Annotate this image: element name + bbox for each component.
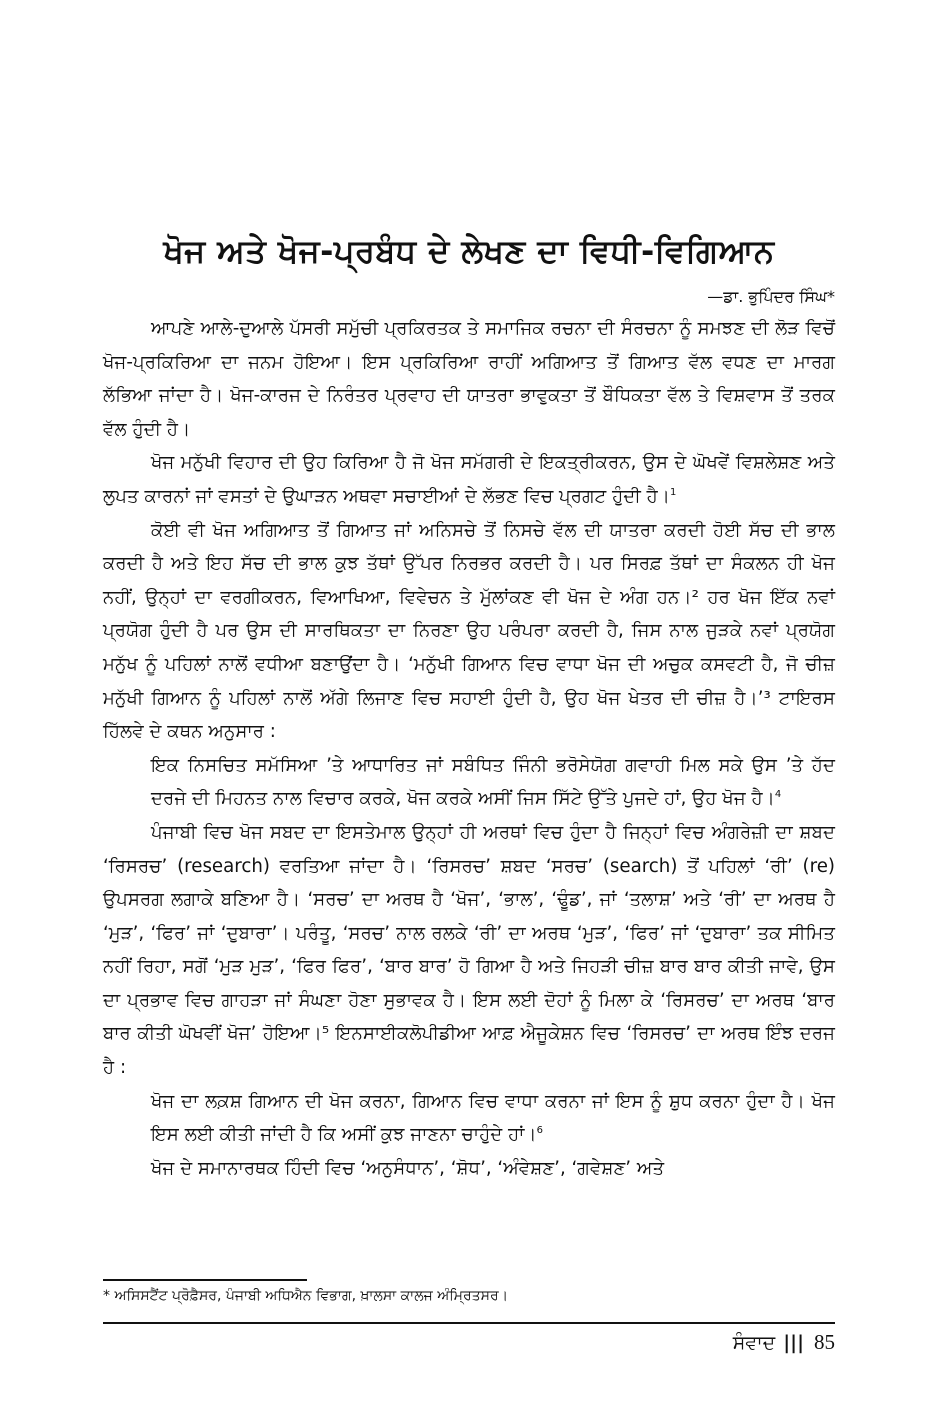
footer-divider [103,1322,835,1324]
paragraph-3: ਕੋਈ ਵੀ ਖੋਜ ਅਗਿਆਤ ਤੋਂ ਗਿਆਤ ਜਾਂ ਅਨਿਸਚੇ ਤੋਂ ਨਿਸਚੇ ਵੱਲ ਦੀ ਯਾਤਰਾ ਕਰਦੀ ਹੋਈ ਸੱਚ ਦੀ ਭਾਲ ਕਰਦੀ ਹੈ ਅਤੇ ਇਹ ਸੱਚ ਦੀ ਭਾਲ ਕੁਝ ਤੱਥਾਂ ਉੱਪਰ ਨਿਰਭਰ ਕਰਦੀ ਹੈ। ਪਰ ਸਿਰਫ਼ ਤੱਥਾਂ ਦਾ ਸੰਕਲਨ ਹੀ ਖੋਜ ਨਹੀਂ, ਉਨ੍ਹਾਂ ਦਾ ਵਰਗੀਕਰਨ, ਵਿਆਖਿਆ, ਵਿਵੇਚਨ ਤੇ ਮੁੱਲਾਂਕਣ ਵੀ ਖੋਜ ਦੇ ਅੰਗ ਹਨ।² ਹਰ ਖੋਜ ਇੱਕ ਨਵਾਂ ਪ੍ਰਯੋਗ ਹੁੰਦੀ ਹੈ ਪਰ ਉਸ ਦੀ ਸਾਰਥਿਕਤਾ ਦਾ ਨਿਰਣਾ ਉਹ ਪਰੰਪਰਾ ਕਰਦੀ ਹੈ, ਜਿਸ ਨਾਲ ਜੁੜਕੇ ਨਵਾਂ ਪ੍ਰਯੋਗ ਮਨੁੱਖ ਨੂੰ ਪਹਿਲਾਂ ਨਾਲੋਂ ਵਧੀਆ ਬਣਾਉਂਦਾ ਹੈ। ‘ਮਨੁੱਖੀ ਗਿਆਨ ਵਿਚ ਵਾਧਾ ਖੋਜ ਦੀ ਅਚੁਕ ਕਸਵਟੀ ਹੈ, ਜੋ ਚੀਜ਼ ਮਨੁੱਖੀ ਗਿਆਨ ਨੂੰ ਪਹਿਲਾਂ ਨਾਲੋਂ ਅੱਗੇ ਲਿਜਾਣ ਵਿਚ ਸਹਾਈ ਹੁੰਦੀ ਹੈ, ਉਹ ਖੋਜ ਖੇਤਰ ਦੀ ਚੀਜ਼ ਹੈ।’³ ਟਾਇਰਸ ਹਿੱਲਵੇ ਦੇ ਕਥਨ ਅਨੁਸਾਰ : [103,519,835,743]
page-number: 85 [814,1330,835,1354]
paragraph-1: ਆਪਣੇ ਆਲੇ-ਦੁਆਲੇ ਪੱਸਰੀ ਸਮੁੱਚੀ ਪ੍ਰਕਿਰਤਕ ਤੇ ਸਮਾਜਿਕ ਰਚਨਾ ਦੀ ਸੰਰਚਨਾ ਨੂੰ ਸਮਝਣ ਦੀ ਲੋੜ ਵਿਚੋਂ ਖੋਜ-ਪ੍ਰਕਿਰਿਆ ਦਾ ਜਨਮ ਹੋਇਆ। ਇਸ ਪ੍ਰਕਿਰਿਆ ਰਾਹੀਂ ਅਗਿਆਤ ਤੋਂ ਗਿਆਤ ਵੱਲ ਵਧਣ ਦਾ ਮਾਰਗ ਲੱਭਿਆ ਜਾਂਦਾ ਹੈ। ਖੋਜ-ਕਾਰਜ ਦੇ ਨਿਰੰਤਰ ਪ੍ਰਵਾਹ ਦੀ ਯਾਤਰਾ ਭਾਵੁਕਤਾ ਤੋਂ ਬੌਧਿਕਤਾ ਵੱਲ ਤੇ ਵਿਸ਼ਵਾਸ ਤੋਂ ਤਰਕ ਵੱਲ ਹੁੰਦੀ ਹੈ। [103,318,835,440]
journal-name: ਸੰਵਾਦ [732,1331,776,1354]
footer-separator: ||| [783,1331,804,1354]
footnote-ref[interactable]: 4 [774,789,782,801]
block-quote-2: ਖੋਜ ਦਾ ਲਕ਼ਸ਼ ਗਿਆਨ ਦੀ ਖੋਜ ਕਰਨਾ, ਗਿਆਨ ਵਿਚ ਵਾਧਾ ਕਰਨਾ ਜਾਂ ਇਸ ਨੂੰ ਸ਼ੁਧ ਕਰਨਾ ਹੁੰਦਾ ਹੈ। ਖੋਜ ਇਸ ਲਈ ਕੀਤੀ ਜਾਂਦੀ ਹੈ ਕਿ ਅਸੀਂ ਕੁਝ ਜਾਣਨਾ ਚਾਹੁੰਦੇ ਹਾਂ।$^6$ [151,1090,835,1146]
author-line: —ਡਾ. ਭੁਪਿੰਦਰ ਸਿੰਘ* [707,287,835,306]
paragraph-5: ਖੋਜ ਦੇ ਸਮਾਨਾਰਥਕ ਹਿੰਦੀ ਵਿਚ ‘ਅਨੁਸੰਧਾਨ’, ‘ਸ਼ੋਧ’, ‘ਅੰਵੇਸ਼ਣ’, ‘ਗਵੇਸ਼ਣ’ ਅਤੇ [151,1157,665,1179]
article-title: ਖੋਜ ਅਤੇ ਖੋਜ-ਪ੍ਰਬੰਧ ਦੇ ਲੇਖਣ ਦਾ ਵਿਧੀ-ਵਿਗਿਆਨ [163,232,775,270]
paragraph-4: ਪੰਜਾਬੀ ਵਿਚ ਖੋਜ ਸਬਦ ਦਾ ਇਸਤੇਮਾਲ ਉਨ੍ਹਾਂ ਹੀ ਅਰਥਾਂ ਵਿਚ ਹੁੰਦਾ ਹੈ ਜਿਨ੍ਹਾਂ ਵਿਚ ਅੰਗਰੇਜ਼ੀ ਦਾ ਸ਼ਬਦ ‘ਰਿਸਰਚ’ (research) ਵਰਤਿਆ ਜਾਂਦਾ ਹੈ। ‘ਰਿਸਰਚ’ ਸ਼ਬਦ ‘ਸਰਚ’ (search) ਤੋਂ ਪਹਿਲਾਂ ‘ਰੀ’ (re) ਉਪਸਰਗ ਲਗਾਕੇ ਬਣਿਆ ਹੈ। ‘ਸਰਚ’ ਦਾ ਅਰਥ ਹੈ ‘ਖੋਜ’, ‘ਭਾਲ’, ‘ਢੂੰਡ’, ਜਾਂ ‘ਤਲਾਸ਼’ ਅਤੇ ‘ਰੀ’ ਦਾ ਅਰਥ ਹੈ ‘ਮੁੜ’, ‘ਫਿਰ’ ਜਾਂ ‘ਦੁਬਾਰਾ’। ਪਰੰਤੂ, ‘ਸਰਚ’ ਨਾਲ ਰਲਕੇ ‘ਰੀ’ ਦਾ ਅਰਥ ‘ਮੁੜ’, ‘ਫਿਰ’ ਜਾਂ ‘ਦੁਬਾਰਾ’ ਤਕ ਸੀਮਿਤ ਨਹੀਂ ਰਿਹਾ, ਸਗੋਂ ‘ਮੁੜ ਮੁੜ’, ‘ਫਿਰ ਫਿਰ’, ‘ਬਾਰ ਬਾਰ’ ਹੋ ਗਿਆ ਹੈ ਅਤੇ ਜਿਹੜੀ ਚੀਜ਼ ਬਾਰ ਬਾਰ ਕੀਤੀ ਜਾਵੇ, ਉਸ ਦਾ ਪ੍ਰਭਾਵ ਵਿਚ ਗਾਹੜਾ ਜਾਂ ਸੰਘਣਾ ਹੋਣਾ ਸੁਭਾਵਕ ਹੈ। ਇਸ ਲਈ ਦੋਹਾਂ ਨੂੰ ਮਿਲਾ ਕੇ ‘ਰਿਸਰਚ’ ਦਾ ਅਰਥ ‘ਬਾਰ ਬਾਰ ਕੀਤੀ ਘੋਖਵੀਂ ਖੋਜ’ ਹੋਇਆ।⁵ ਇਨਸਾਈਕਲੋਪੀਡੀਆ ਆਫ਼ ਐਜੂਕੇਸ਼ਨ ਵਿਚ ‘ਰਿਸਰਚ’ ਦਾ ਅਰਥ ਇੰਝ ਦਰਜ ਹੈ : [103,821,835,1079]
footnote-ref[interactable]: 1 [670,486,677,498]
block-quote-1: ਇਕ ਨਿਸਚਿਤ ਸਮੱਸਿਆ ’ਤੇ ਆਧਾਰਿਤ ਜਾਂ ਸਬੰਧਿਤ ਜਿੰਨੀ ਭਰੋਸੇਯੋਗ ਗਵਾਹੀ ਮਿਲ ਸਕੇ ਉਸ ’ਤੇ ਹੱਦ ਦਰਜੇ ਦੀ ਮਿਹਨਤ ਨਾਲ ਵਿਚਾਰ ਕਰਕੇ, ਖੋਜ ਕਰਕੇ ਅਸੀਂ ਜਿਸ ਸਿੱਟੇ ਉੱਤੇ ਪੁਜਦੇ ਹਾਂ, ਉਹ ਖੋਜ ਹੈ।$^4$ [151,754,835,810]
footnote-ref[interactable]: 6 [536,1125,544,1137]
footnote-divider [103,1279,307,1281]
footnote: * ਅਸਿਸਟੈਂਟ ਪ੍ਰੋਫ਼ੈਸਰ, ਪੰਜਾਬੀ ਅਧਿਐਨ ਵਿਭਾਗ, ਖ਼ਾਲਸਾ ਕਾਲਜ ਅੰਮ੍ਰਿਤਸਰ। [103,1288,509,1304]
page-footer [733,1330,835,1355]
article-body [103,312,835,1185]
paragraph-2: ਖੋਜ ਮਨੁੱਖੀ ਵਿਹਾਰ ਦੀ ਉਹ ਕਿਰਿਆ ਹੈ ਜੋ ਖੋਜ ਸਮੱਗਰੀ ਦੇ ਇਕਤ੍ਰੀਕਰਨ, ਉਸ ਦੇ ਘੋਖਵੇਂ ਵਿਸ਼ਲੇਸ਼ਣ ਅਤੇ ਲੁਪਤ ਕਾਰਨਾਂ ਜਾਂ ਵਸਤਾਂ ਦੇ ਉਘਾੜਨ ਅਥਵਾ ਸਚਾਈਆਂ ਦੇ ਲੱਭਣ ਵਿਚ ਪ੍ਰਗਟ ਹੁੰਦੀ ਹੈ।$^1$ [103,452,835,507]
